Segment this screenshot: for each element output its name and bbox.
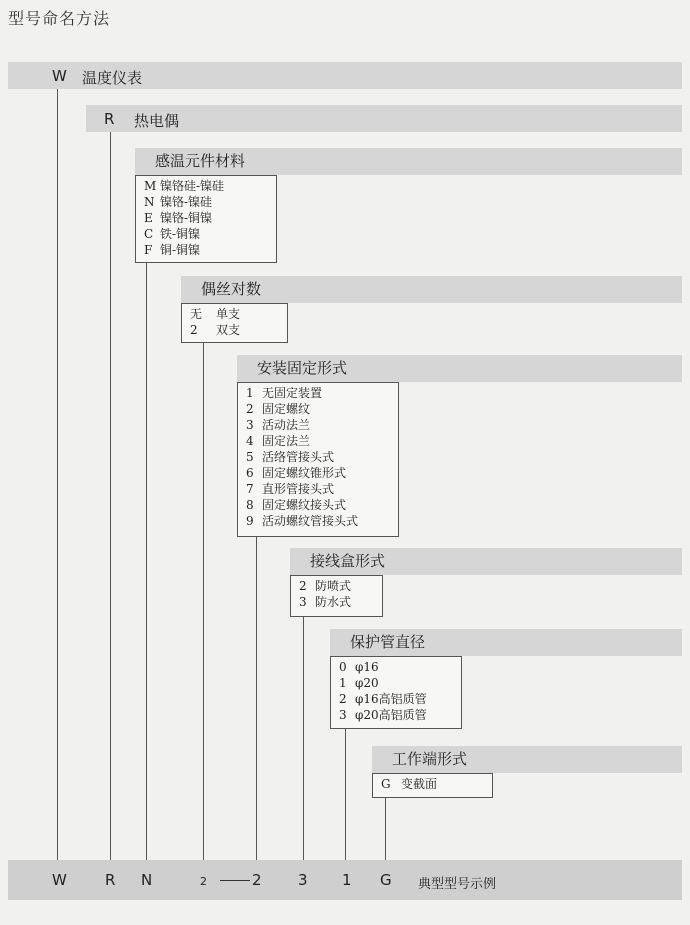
example-code: 2 [252, 871, 262, 889]
option-row: 3 防水式 [299, 595, 352, 609]
connector-line [256, 537, 257, 860]
option-row: 3 φ20高铝质管 [339, 708, 427, 722]
group-options [181, 303, 288, 343]
option-row: 无 单支 [190, 307, 241, 321]
option-row: 2 φ16高铝质管 [339, 692, 427, 706]
option-row: 5 活络管接头式 [246, 450, 335, 464]
option-row: 2 固定螺纹 [246, 402, 311, 416]
option-row: 1 无固定装置 [246, 386, 323, 400]
example-code: 1 [342, 871, 352, 889]
example-code: R [105, 871, 116, 889]
level-code: W [52, 67, 67, 85]
connector-line [110, 132, 111, 860]
option-row: 7 直形管接头式 [246, 482, 335, 496]
option-row: F 铜-铜镍 [144, 243, 201, 257]
option-row: 3 活动法兰 [246, 418, 311, 432]
example-code: W [52, 871, 67, 889]
page-title: 型号命名方法 [8, 9, 111, 28]
group-header: 安装固定形式 [237, 355, 682, 382]
option-row: E 镍铬-铜镍 [144, 211, 213, 225]
option-row: 6 固定螺纹锥形式 [246, 466, 347, 480]
example-dash [220, 880, 250, 881]
option-row: 9 活动螺纹管接头式 [246, 514, 359, 528]
group-options [135, 175, 277, 263]
group-header: 感温元件材料 [135, 148, 682, 175]
option-row: 0 φ16 [339, 660, 379, 674]
connector-line [203, 343, 204, 860]
level-code: R [104, 110, 115, 128]
connector-line [345, 729, 346, 860]
level-bar-w [8, 62, 682, 89]
option-row: 4 固定法兰 [246, 434, 311, 448]
example-code: 3 [298, 871, 308, 889]
option-row: N 镍铬-镍硅 [144, 195, 213, 209]
group-options [237, 382, 399, 537]
option-row: 8 固定螺纹接头式 [246, 498, 347, 512]
example-code: G [380, 871, 392, 889]
connector-line [57, 88, 58, 860]
group-header: 偶丝对数 [181, 276, 682, 303]
option-row: 2 防喷式 [299, 579, 352, 593]
example-code: 2 [200, 875, 207, 888]
connector-line [146, 262, 147, 860]
group-header: 保护管直径 [330, 629, 682, 656]
connector-line [303, 617, 304, 860]
example-label: 典型型号示例 [418, 877, 497, 892]
option-row: M 镍铬硅-镍硅 [144, 179, 225, 193]
group-options [290, 575, 383, 617]
group-options [330, 656, 462, 729]
option-row: G 变截面 [381, 777, 438, 791]
level-bar-r [86, 105, 682, 132]
level-name: 热电偶 [134, 112, 180, 130]
example-bar [8, 860, 682, 900]
option-row: 2 双支 [190, 323, 241, 337]
group-header: 工作端形式 [372, 746, 682, 773]
group-header: 接线盒形式 [290, 548, 682, 575]
group-options [372, 773, 493, 798]
option-row: C 铁-铜镍 [144, 227, 201, 241]
example-code: N [141, 871, 153, 889]
level-name: 温度仪表 [82, 69, 143, 87]
connector-line [385, 797, 386, 860]
option-row: 1 φ20 [339, 676, 379, 690]
